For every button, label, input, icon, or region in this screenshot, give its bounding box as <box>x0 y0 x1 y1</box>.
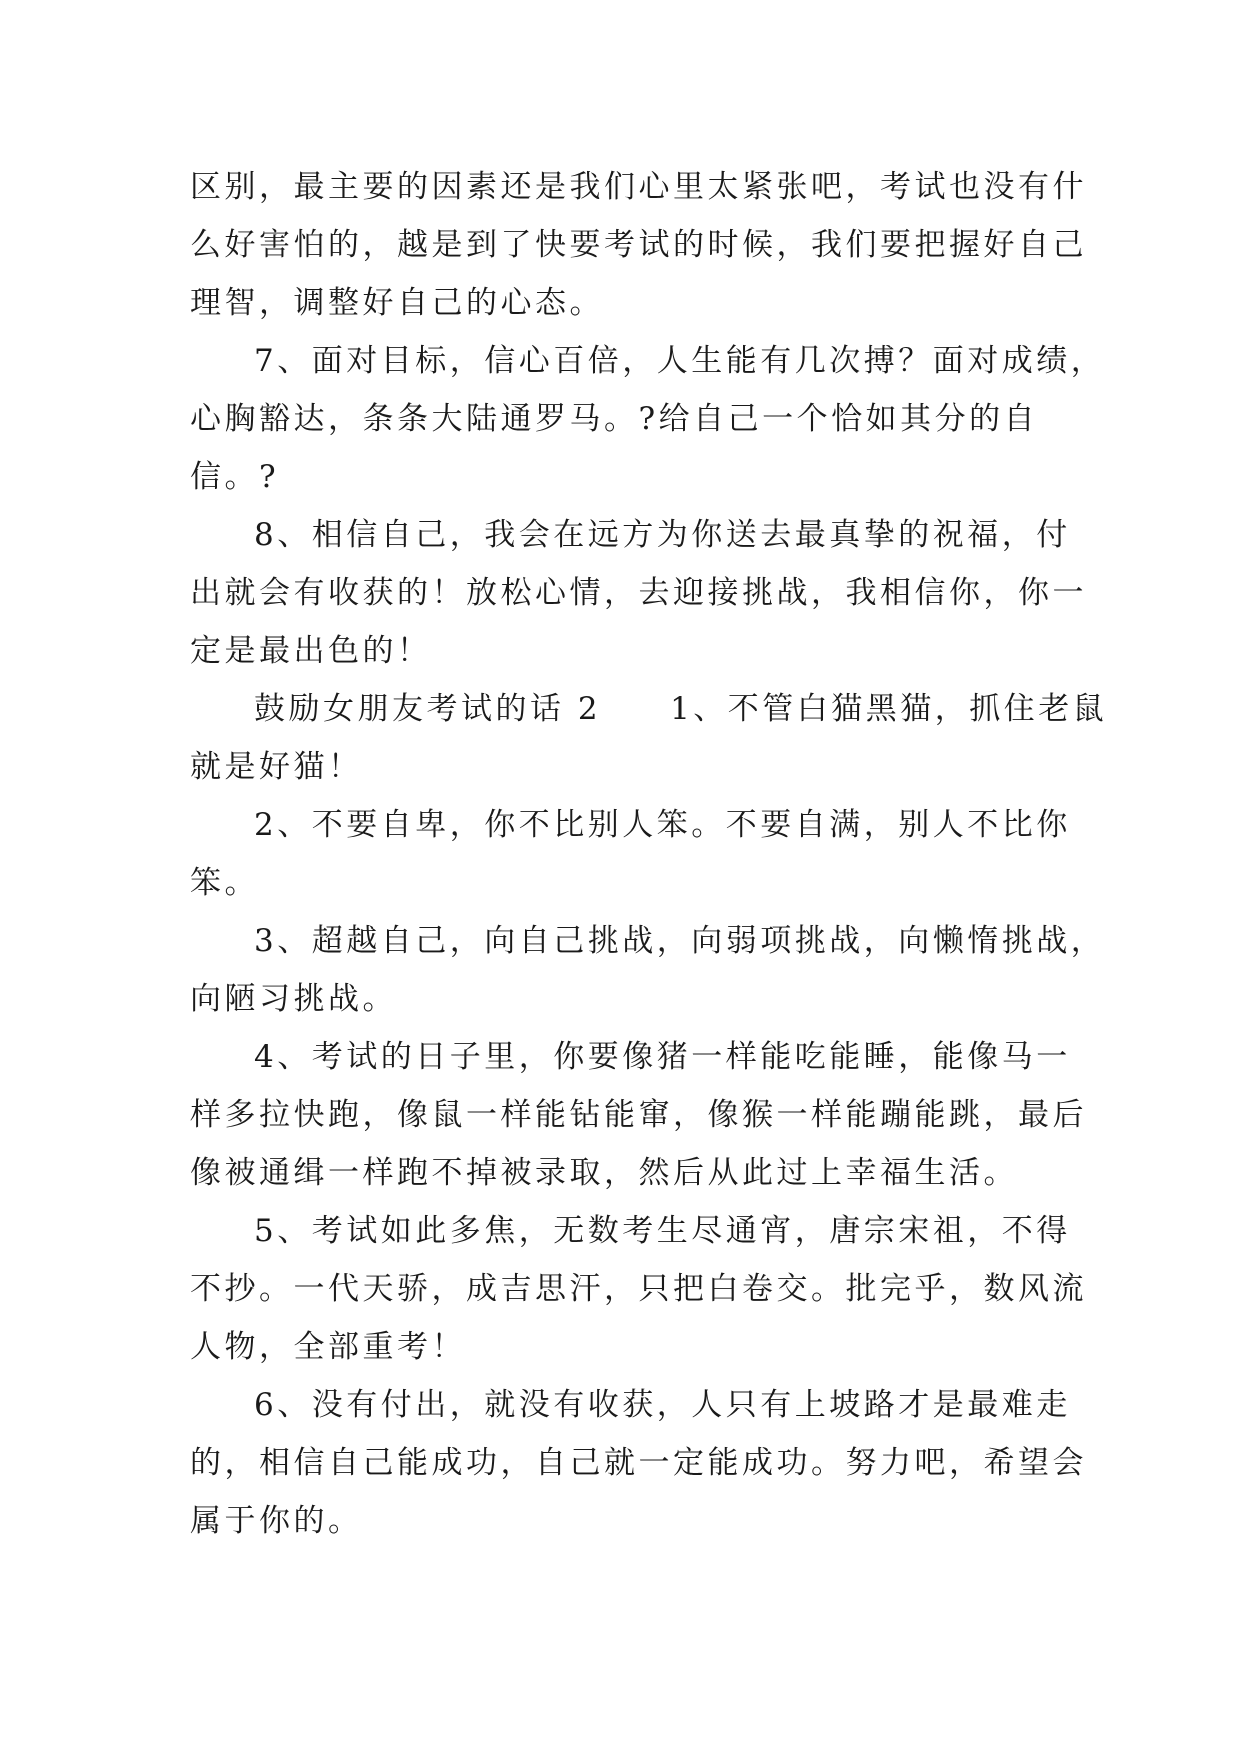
paragraph <box>190 158 1087 332</box>
paragraph <box>190 1202 1087 1376</box>
text-line: 2、不要自卑，你不比别人笨。不要自满，别人不比你 <box>254 807 1071 843</box>
text-line: 区别，最主要的因素还是我们心里太紧张吧，考试也没有什 <box>190 169 1087 205</box>
text-line: 笨。 <box>190 865 259 901</box>
text-line: 定是最出色的！ <box>190 633 432 669</box>
document-body <box>190 158 1108 1550</box>
text-line: 鼓励女朋友考试的话 2 1、不管白猫黑猫，抓住老鼠 <box>254 691 1108 727</box>
text-line: 的，相信自己能成功，自己就一定能成功。努力吧，希望会 <box>190 1445 1087 1481</box>
text-line: 5、考试如此多焦，无数考生尽通宵，唐宗宋祖，不得 <box>254 1213 1071 1249</box>
text-line: 4、考试的日子里，你要像猪一样能吃能睡，能像马一 <box>254 1039 1071 1075</box>
paragraph <box>190 332 1106 506</box>
text-line: 属于你的。 <box>190 1503 363 1539</box>
text-line: 心胸豁达，条条大陆通罗马。?给自己一个恰如其分的自 <box>190 401 1039 437</box>
text-line: 信。? <box>190 459 280 495</box>
paragraph <box>190 912 1106 1028</box>
paragraph <box>190 1028 1087 1202</box>
paragraph <box>190 1376 1087 1550</box>
text-line: 样多拉快跑，像鼠一样能钻能窜，像猴一样能蹦能跳，最后 <box>190 1097 1087 1133</box>
paragraph <box>190 680 1108 796</box>
text-line: 6、没有付出，就没有收获，人只有上坡路才是最难走 <box>254 1387 1071 1423</box>
paragraph <box>190 506 1087 680</box>
text-line: 不抄。一代天骄，成吉思汗，只把白卷交。批完乎，数风流 <box>190 1271 1087 1307</box>
text-line: 向陋习挑战。 <box>190 981 397 1017</box>
text-line: 就是好猫！ <box>190 749 363 785</box>
text-line: 人物，全部重考！ <box>190 1329 466 1365</box>
text-line: 出就会有收获的！放松心情，去迎接挑战，我相信你，你一 <box>190 575 1087 611</box>
text-line: 像被通缉一样跑不掉被录取，然后从此过上幸福生活。 <box>190 1155 1018 1191</box>
paragraph <box>190 796 1071 912</box>
text-line: 3、超越自己，向自己挑战，向弱项挑战，向懒惰挑战， <box>254 923 1106 959</box>
text-line: 理智，调整好自己的心态。 <box>190 285 604 321</box>
text-line: 么好害怕的，越是到了快要考试的时候，我们要把握好自己 <box>190 227 1087 263</box>
text-line: 8、相信自己，我会在远方为你送去最真挚的祝福，付 <box>254 517 1071 553</box>
text-line: 7、面对目标，信心百倍，人生能有几次搏？面对成绩， <box>254 343 1106 379</box>
